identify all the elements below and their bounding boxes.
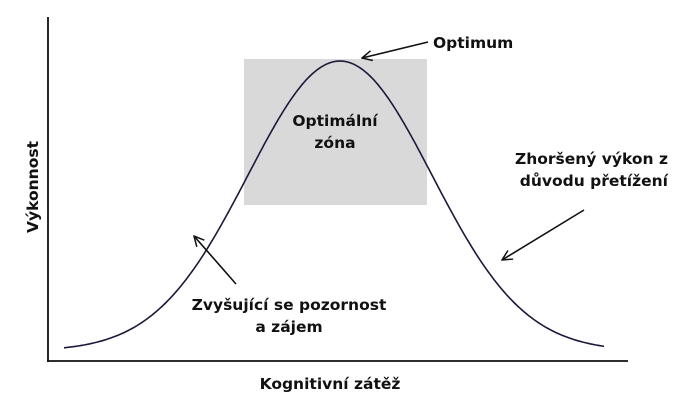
optimal-zone-label-line2: zóna bbox=[314, 134, 356, 152]
rising-label bbox=[176, 294, 402, 338]
overload-label bbox=[480, 148, 668, 192]
rising-label-line2: a zájem bbox=[255, 318, 323, 336]
overload-label-line2: důvodu přetížení bbox=[519, 172, 668, 190]
optimal-zone-label bbox=[270, 110, 400, 154]
x-axis-label: Kognitivní zátěž bbox=[259, 375, 401, 393]
rising-label-line1: Zvyšující se pozornost bbox=[191, 296, 387, 314]
y-axis-label: Výkonnost bbox=[24, 141, 42, 233]
optimum-label: Optimum bbox=[433, 34, 514, 52]
optimum-arrow bbox=[362, 42, 428, 58]
optimal-zone-label-line1: Optimální bbox=[292, 112, 378, 130]
overload-arrow bbox=[502, 210, 584, 260]
overload-label-line1: Zhoršený výkon z bbox=[514, 150, 668, 168]
